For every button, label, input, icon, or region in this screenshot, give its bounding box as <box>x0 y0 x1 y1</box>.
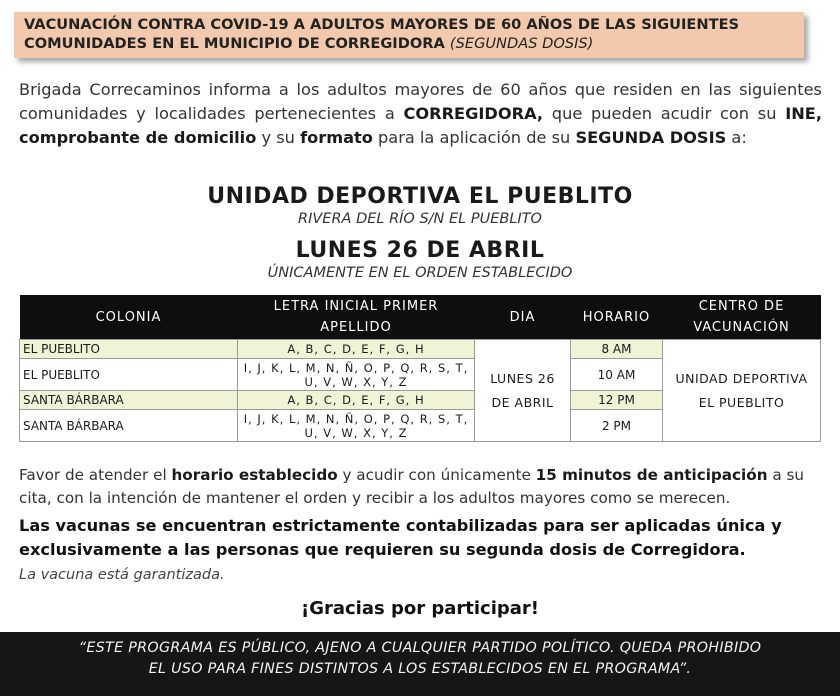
intro-bold-segunda-dosis: SEGUNDA DOSIS <box>575 128 727 147</box>
cell-colonia: EL PUEBLITO <box>20 359 238 391</box>
note-text: Favor de atender el <box>19 466 172 484</box>
cell-horario: 10 AM <box>571 359 663 391</box>
banner-line-2-note: (SEGUNDAS DOSIS) <box>449 35 594 52</box>
cell-horario: 2 PM <box>571 410 663 442</box>
cell-dia: LUNES 26 DE ABRIL <box>475 340 571 442</box>
intro-paragraph <box>19 78 822 150</box>
intro-bold-municipio: CORREGIDORA, <box>403 104 544 123</box>
date-title: LUNES 26 DE ABRIL <box>295 238 545 263</box>
cell-colonia: EL PUEBLITO <box>20 340 238 359</box>
intro-text: Brigada Correcaminos informa a los adultos mayores de 60 años que residen en las siguientes comunidades y localidades pertenecientes a <box>19 80 822 123</box>
thanks-text: ¡Gracias por participar! <box>300 598 539 619</box>
warning-text: Las vacunas se encuentran estrictamente contabilizadas para ser aplicadas única y exclusivamente a las personas que requieren su segunda dosis de Corregidora. <box>19 516 782 559</box>
note-text: a su cita, con la intención de mantener el orden y recibir a los adultos mayores como se merecen. <box>19 466 805 507</box>
venue-address: RIVERA DEL RÍO S/N EL PUEBLITO <box>298 211 542 227</box>
header-horario: HORARIO <box>571 295 663 340</box>
intro-text: para la aplicación de su <box>372 128 576 147</box>
intro-text: a: <box>726 128 747 147</box>
header-centro: CENTRO DE VACUNACIÓN <box>663 295 821 340</box>
table-row <box>20 340 821 359</box>
header-colonia: COLONIA <box>20 295 238 340</box>
schedule-note <box>19 464 822 510</box>
cell-letras: I, J, K, L, M, N, Ñ, O, P, Q, R, S, T, U, V, W, X, Y, Z <box>238 410 475 442</box>
footer-line-2: EL USO PARA FINES DISTINTOS A LOS ESTABLECIDOS EN EL PROGRAMA”. <box>148 661 692 677</box>
date-note: ÚNICAMENTE EN EL ORDEN ESTABLECIDO <box>267 265 573 281</box>
table-header-row <box>20 295 821 340</box>
footer-line-1: “ESTE PROGRAMA ES PÚBLICO, AJENO A CUALQUIER PARTIDO POLÍTICO. QUEDA PROHIBIDO <box>78 640 762 656</box>
title-banner <box>14 12 804 58</box>
cell-colonia: SANTA BÁRBARA <box>20 391 238 410</box>
intro-text: que pueden acudir con su <box>543 104 786 123</box>
guarantee-text: La vacuna está garantizada. <box>19 567 225 583</box>
header-dia: DIA <box>475 295 571 340</box>
note-text: y acudir con únicamente <box>337 466 536 484</box>
note-bold-horario: horario establecido <box>171 466 338 484</box>
cell-letras: A, B, C, D, E, F, G, H <box>238 340 475 359</box>
legal-footer <box>0 632 840 696</box>
intro-bold-comprobante: comprobante de domicilio <box>19 128 257 147</box>
intro-bold-formato: formato <box>300 128 373 147</box>
venue-title: UNIDAD DEPORTIVA EL PUEBLITO <box>207 184 633 209</box>
cell-horario: 8 AM <box>571 340 663 359</box>
cell-centro: UNIDAD DEPORTIVA EL PUEBLITO <box>663 340 821 442</box>
cell-letras: I, J, K, L, M, N, Ñ, O, P, Q, R, S, T, U, V, W, X, Y, Z <box>238 359 475 391</box>
cell-letras: A, B, C, D, E, F, G, H <box>238 391 475 410</box>
schedule-table <box>19 295 821 442</box>
note-bold-anticipacion: 15 minutos de anticipación <box>535 466 768 484</box>
banner-line-2 <box>24 34 804 53</box>
banner-line-2-text: COMUNIDADES EN EL MUNICIPIO DE CORREGIDORA <box>24 35 445 52</box>
intro-text: y su <box>256 128 301 147</box>
header-letra: LETRA INICIAL PRIMER APELLIDO <box>238 295 475 340</box>
intro-bold-ine: INE, <box>785 104 822 123</box>
cell-horario: 12 PM <box>571 391 663 410</box>
banner-line-1: VACUNACIÓN CONTRA COVID-19 A ADULTOS MAYORES DE 60 AÑOS DE LAS SIGUIENTES <box>24 16 740 33</box>
cell-colonia: SANTA BÁRBARA <box>20 410 238 442</box>
